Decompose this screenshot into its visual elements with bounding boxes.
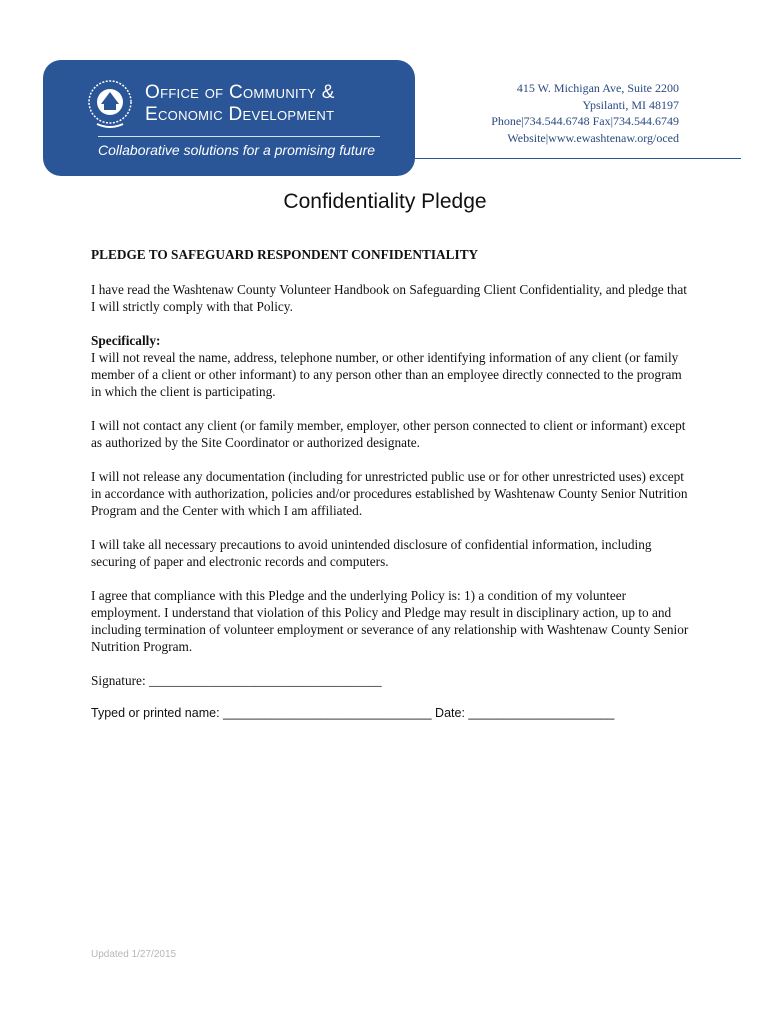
intro-paragraph: I have read the Washtenaw County Volunteer Handbook on Safeguarding Client Confidentiality, and pledge that I will strictly comply with that Policy.: [91, 282, 687, 314]
address-phone-fax: Phone|734.544.6748 Fax|734.544.6749: [491, 114, 679, 128]
address-street: 415 W. Michigan Ave, Suite 2200: [516, 81, 679, 95]
organization-name: [145, 82, 335, 126]
specifically-label: Specifically:: [91, 333, 161, 348]
address-website: Website|www.ewashtenaw.org/oced: [507, 130, 679, 145]
organization-logo: [43, 60, 415, 176]
organization-tagline: Collaborative solutions for a promising future: [98, 142, 376, 158]
org-name-line-1: Office of Community &: [145, 82, 335, 103]
document-title: Confidentiality Pledge: [283, 190, 487, 213]
pledge-item: I will not reveal the name, address, telephone number, or other identifying information of any client (or family member of a client or other informant) to any person other than an employee directly connected to the program in which the client is participating.: [91, 350, 682, 399]
printed-name-date-field[interactable]: Typed or printed name: ______________________________ Date: _____________________: [91, 706, 615, 720]
signature-field[interactable]: Signature: ___________________________________: [91, 673, 382, 688]
pledge-item-1-block: [91, 332, 691, 400]
address-city: Ypsilanti, MI 48197: [582, 97, 679, 112]
org-name-line-2: Economic Development: [145, 104, 335, 125]
header-divider: [415, 158, 741, 159]
county-seal-icon: [87, 76, 133, 132]
pledge-item: I will take all necessary precautions to avoid unintended disclosure of confidential information, including securing of paper and electronic records and computers.: [91, 537, 652, 569]
updated-date-footer: Updated 1/27/2015: [91, 949, 177, 960]
pledge-heading: PLEDGE TO SAFEGUARD RESPONDENT CONFIDENTIALITY: [91, 247, 479, 262]
logo-divider: [98, 136, 380, 137]
pledge-item: I will not contact any client (or family member, employer, other person connected to client or informant) except as authorized by the Site Coordinator or authorized designate.: [91, 418, 686, 450]
office-address-block: [491, 80, 679, 146]
document-body: [91, 246, 691, 722]
pledge-item: I will not release any documentation (including for unrestricted public use or for other unrestricted uses) except in accordance with authorization, policies and/or procedures established by Washtenaw County Senior Nutrition Program and the Center with which I am affiliated.: [91, 469, 688, 518]
agreement-paragraph: I agree that compliance with this Pledge and the underlying Policy is: 1) a condition of my volunteer employment. I understand that violation of this Policy and Pledge may result in disciplinary action, up to and including termination of volunteer employment or severance of any relationship with Washtenaw County Senior Nutrition Program.: [91, 588, 689, 654]
